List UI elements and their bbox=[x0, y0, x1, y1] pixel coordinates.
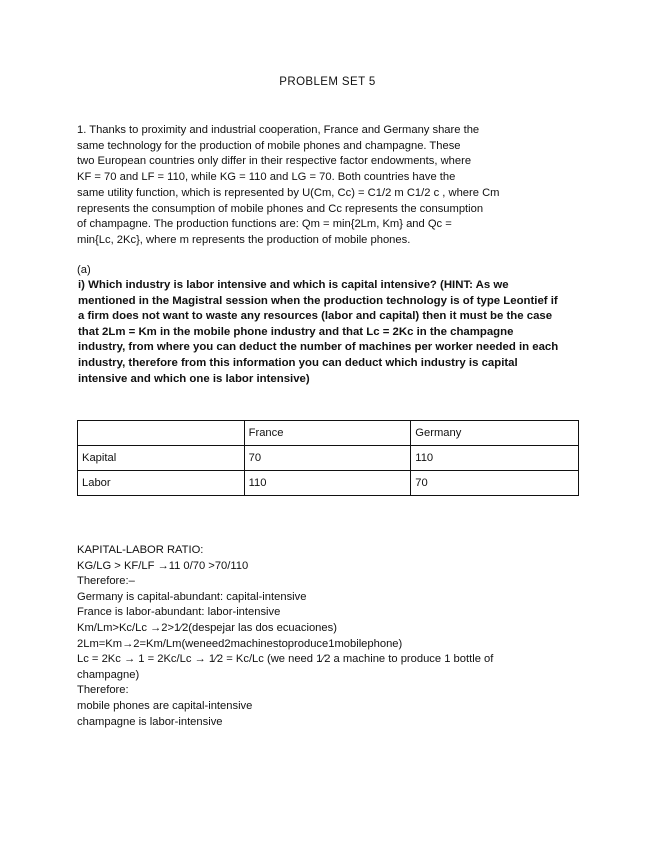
answer-line: champagne is labor-intensive bbox=[77, 715, 223, 728]
table-cell: 110 bbox=[411, 446, 579, 471]
kapital-labor-ratio-answer bbox=[77, 543, 577, 730]
table-cell: 110 bbox=[244, 471, 411, 496]
answer-line: mobile phones are capital-intensive bbox=[77, 699, 253, 712]
answer-line: KAPITAL-LABOR RATIO: bbox=[77, 544, 204, 556]
problem-line: same utility function, which is represented by U(Cm, Cc) = C1/2 m C1/2 c , where Cm bbox=[77, 186, 500, 199]
table-header-cell: Germany bbox=[411, 421, 579, 446]
answer-line: Therefore: bbox=[77, 684, 129, 697]
answer-line: Therefore:– bbox=[77, 575, 135, 588]
answer-line: champagne) bbox=[77, 668, 140, 681]
factor-endowment-table bbox=[77, 420, 579, 496]
table-header-cell: France bbox=[244, 421, 411, 446]
answer-line: Lc = 2Kc → 1 = 2Kc/Lc → 1⁄2 = Kc/Lc (we need 1⁄2 a machine to produce 1 bottle of bbox=[77, 653, 494, 666]
question-line: industry, from where you can deduct the number of machines per worker needed in each bbox=[78, 341, 559, 354]
part-a-question bbox=[78, 278, 578, 387]
part-a-label: (a) bbox=[77, 264, 91, 276]
problem-1-statement bbox=[77, 123, 547, 249]
question-line: mentioned in the Magistral session when the production technology is of type Leontief if bbox=[78, 294, 558, 307]
table-row bbox=[78, 471, 579, 496]
table-cell: Labor bbox=[78, 471, 245, 496]
table-header-cell bbox=[78, 421, 245, 446]
table-cell: 70 bbox=[244, 446, 411, 471]
table-row bbox=[78, 446, 579, 471]
question-line: that 2Lm = Km in the mobile phone industry and that Lc = 2Kc in the champagne bbox=[78, 325, 514, 338]
answer-line: 2Lm=Km→2=Km/Lm(weneed2machinestoproduce1mobilephone) bbox=[77, 637, 403, 650]
answer-line: KG/LG > KF/LF →11 0/70 >70/110 bbox=[77, 559, 249, 572]
problem-line: 1. Thanks to proximity and industrial cooperation, France and Germany share the bbox=[77, 124, 480, 136]
problem-line: two European countries only differ in their respective factor endowments, where bbox=[77, 155, 472, 168]
answer-line: France is labor-abundant: labor-intensive bbox=[77, 606, 281, 619]
problem-line: of champagne. The production functions are: Qm = min{2Lm, Km} and Qc = bbox=[77, 218, 452, 231]
answer-line: Km/Lm>Kc/Lc →2>1⁄2(despejar las dos ecuaciones) bbox=[77, 621, 337, 634]
table-header-row bbox=[78, 421, 579, 446]
table-cell: 70 bbox=[411, 471, 579, 496]
question-line: intensive and which one is labor intensive) bbox=[78, 372, 310, 385]
page-title: PROBLEM SET 5 bbox=[279, 76, 376, 88]
table-cell: Kapital bbox=[78, 446, 245, 471]
problem-line: KF = 70 and LF = 110, while KG = 110 and LG = 70. Both countries have the bbox=[77, 171, 456, 184]
problem-line: same technology for the production of mobile phones and champagne. These bbox=[77, 139, 461, 152]
answer-line: Germany is capital-abundant: capital-intensive bbox=[77, 590, 307, 603]
problem-line: min{Lc, 2Kc}, where m represents the production of mobile phones. bbox=[77, 233, 411, 246]
question-line: a firm does not want to waste any resources (labor and capital) then it must be the case bbox=[78, 310, 553, 323]
question-line: i) Which industry is labor intensive and which is capital intensive? (HINT: As we bbox=[78, 279, 509, 291]
problem-line: represents the consumption of mobile phones and Cc represents the consumption bbox=[77, 202, 484, 215]
question-line: industry, therefore from this information you can deduct which industry is capital bbox=[78, 356, 518, 369]
